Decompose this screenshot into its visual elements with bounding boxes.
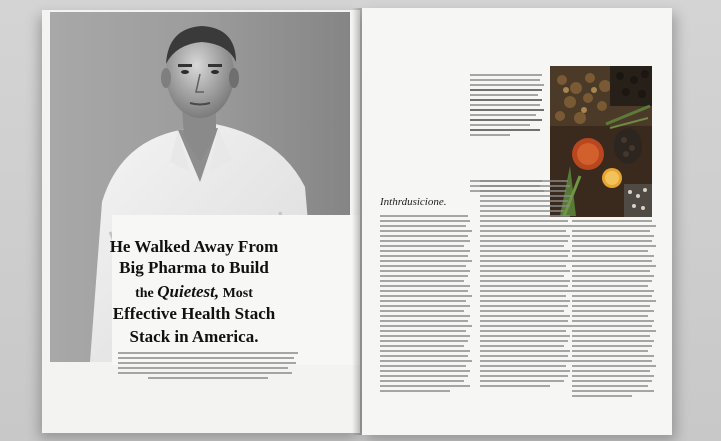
right-page <box>362 8 672 435</box>
headline-line-3-prefix: the <box>135 286 154 301</box>
body-column-2 <box>480 180 572 390</box>
headline-line-4: Effective Health Stach <box>112 304 276 323</box>
headline-line-1: He Walked Away From <box>109 237 279 256</box>
sidebar-text-block-1 <box>470 74 544 139</box>
headline-line-5: Stack in America. <box>129 327 259 346</box>
headline-script-word: Quietest, <box>157 282 220 301</box>
headline-line-2: Big Pharma to Build <box>119 258 269 277</box>
headline-line-3-suffix: Most <box>222 286 253 301</box>
body-column-1 <box>380 215 472 395</box>
intro-heading: Inthrdusicione. <box>380 196 447 208</box>
body-column-3 <box>572 220 656 400</box>
deck-text-lines <box>118 352 298 382</box>
headline-line-3 <box>70 282 318 303</box>
